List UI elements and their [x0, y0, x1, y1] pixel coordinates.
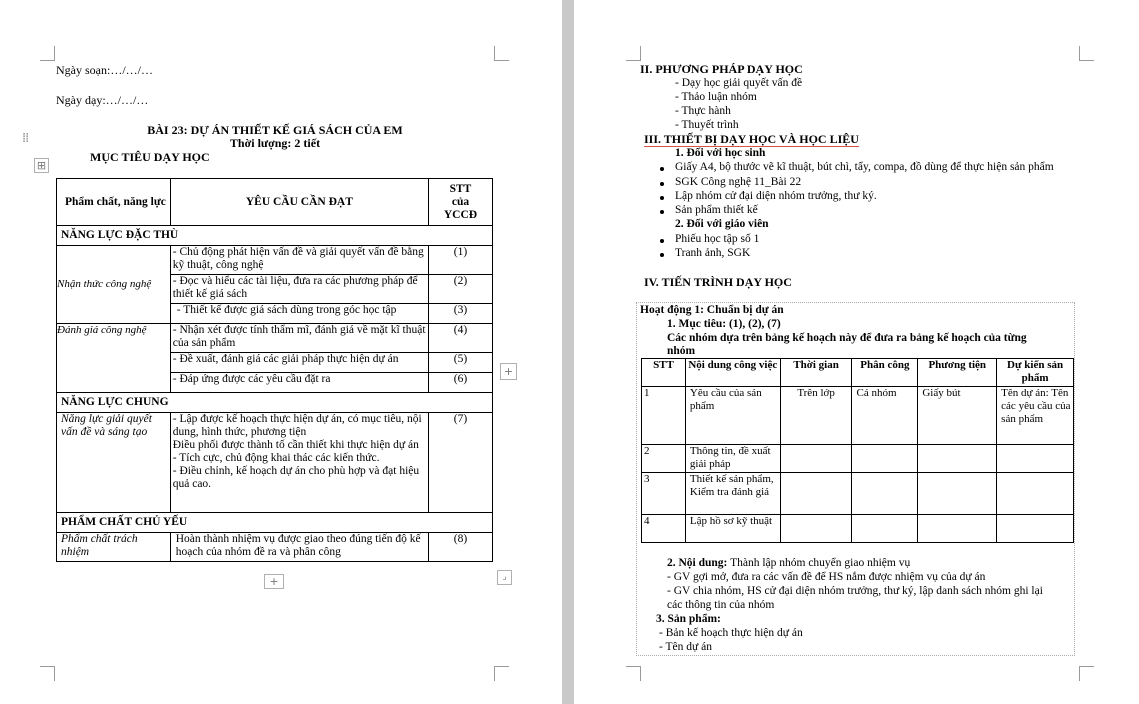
margin-corner: [494, 666, 509, 681]
header-cell: Thời gian: [780, 359, 852, 387]
teachers-heading: 2. Đối với giáo viên: [675, 218, 769, 230]
category-cell: Phẩm chất trách nhiệm: [57, 533, 171, 562]
cell: Tên dự án: Tên các yêu cầu của sản phẩm: [997, 387, 1074, 445]
cell: [997, 445, 1074, 473]
requirement-cell: - Đáp ứng được các yêu cầu đặt ra: [170, 373, 428, 393]
cell: [852, 445, 918, 473]
method-item: - Dạy học giải quyết vấn đề: [675, 77, 803, 89]
number-cell: (1): [428, 246, 492, 275]
bullet: [660, 167, 664, 171]
requirement-cell: - Đọc và hiểu các tài liệu, đưa ra các phương pháp để thiết kế giá sách: [170, 275, 428, 304]
content-line: [667, 557, 910, 570]
header-cell: Dự kiến sản phẩm: [997, 359, 1074, 387]
requirement-cell: - Thiết kế được giá sách dùng trong góc học tập: [170, 304, 428, 324]
product-item: - Bản kế hoạch thực hiện dự án: [659, 627, 803, 639]
margin-corner: [1079, 666, 1094, 681]
section-3-title: III. THIẾT BỊ DẠY HỌC VÀ HỌC LIỆU: [644, 132, 859, 146]
margin-corner: [40, 46, 55, 61]
category-cell: Năng lực giải quyết vấn đề và sáng tạo: [57, 413, 171, 513]
section-row: NĂNG LỰC CHUNG: [57, 393, 493, 413]
cell: [918, 515, 997, 543]
cell: [918, 473, 997, 515]
requirement-line: - Lập được kế hoạch thực hiện dự án, có mục tiêu, nội dung, hình thức, phương tiện: [172, 413, 422, 438]
objectives-table: [56, 178, 493, 562]
cell: Lập hồ sơ kỹ thuật: [685, 515, 780, 543]
student-item: Lập nhóm cử đại diện nhóm trưởng, thư ký.: [675, 190, 877, 202]
section-2-heading: II. PHƯƠNG PHÁP DẠY HỌC: [640, 62, 803, 76]
method-item: - Thực hành: [675, 105, 731, 117]
requirement-cell: - Nhận xét được tính thẩm mĩ, đánh giá về mặt kĩ thuật của sản phẩm: [170, 324, 428, 353]
requirement-line: Điều phối được thành tố cần thiết khi thực hiện dự án: [172, 439, 419, 451]
requirement-line: - Điều chỉnh, kế hoạch dự án cho phù hợp và đạt hiệu quả cao.: [172, 465, 420, 490]
margin-corner: [494, 46, 509, 61]
content-item: các thông tin của nhóm: [667, 599, 775, 611]
add-column-icon[interactable]: +: [500, 363, 517, 380]
header-cell: Phân công: [852, 359, 918, 387]
margin-corner: [1079, 46, 1094, 61]
requirement-line: - Tích cực, chủ động khai thác các kiến thức.: [172, 452, 380, 464]
cell: [997, 515, 1074, 543]
activity-desc: Các nhóm dựa trên bảng kế hoạch này để đưa ra bảng kế hoạch của từng: [667, 332, 1027, 344]
teacher-item: Phiếu học tập số 1: [675, 233, 760, 245]
number-cell: (5): [428, 353, 492, 373]
table-select-icon[interactable]: ⊞: [34, 158, 49, 173]
objective-line: 1. Mục tiêu: (1), (2), (7): [667, 318, 781, 330]
section-row: PHẨM CHẤT CHỦ YẾU: [57, 513, 493, 533]
cell: [852, 473, 918, 515]
cell: 4: [642, 515, 686, 543]
activity-desc: nhóm: [667, 345, 696, 357]
page-gap: [562, 0, 574, 704]
bullet: [660, 239, 664, 243]
ngay-soan: Ngày soạn:…/…/…: [56, 63, 153, 77]
table-resize-icon[interactable]: ⌟: [497, 570, 512, 585]
bullet: [660, 182, 664, 186]
drag-handle-icon[interactable]: ⁞⁞: [22, 131, 29, 146]
number-cell: (4): [428, 324, 492, 353]
margin-corner: [40, 666, 55, 681]
category-cell: Nhận thức công nghệ: [57, 246, 171, 324]
cell: Cá nhóm: [852, 387, 918, 445]
activity-1-title: Hoạt động 1: Chuẩn bị dự án: [640, 304, 784, 316]
document-page-1: [0, 0, 562, 704]
requirement-cell: Hoàn thành nhiệm vụ được giao theo đúng tiến độ kế hoạch của nhóm đề ra và phân công: [170, 533, 428, 562]
cell: [852, 515, 918, 543]
number-cell: (3): [428, 304, 492, 324]
content-item: - GV chia nhóm, HS cử đại diện nhóm trưởng, thư ký, lập danh sách nhóm ghi lại: [667, 585, 1043, 597]
section-3-heading: [644, 132, 859, 146]
ngay-day: Ngày dạy:…/…/…: [56, 93, 149, 107]
cell: Yêu cầu của sản phẩm: [685, 387, 780, 445]
section-row: NĂNG LỰC ĐẶC THÙ: [57, 226, 493, 246]
add-row-icon[interactable]: +: [264, 574, 284, 589]
lesson-duration: Thời lượng: 2 tiết: [229, 136, 321, 150]
cell: [780, 515, 852, 543]
header-cell: STT của YCCĐ: [428, 179, 492, 226]
number-cell: (2): [428, 275, 492, 304]
method-item: - Thảo luận nhóm: [675, 91, 757, 103]
bullet: [660, 210, 664, 214]
cell: 2: [642, 445, 686, 473]
content-item: - GV gợi mở, đưa ra các vấn đề để HS nắm được nhiệm vụ của dự án: [667, 571, 986, 583]
student-item: SGK Công nghệ 11_Bài 22: [675, 176, 802, 188]
method-item: - Thuyết trình: [675, 119, 739, 131]
bullet: [660, 253, 664, 257]
cell: Giấy bút: [918, 387, 997, 445]
section-4-heading: IV. TIẾN TRÌNH DẠY HỌC: [644, 275, 792, 289]
lesson-title: BÀI 23: DỰ ÁN THIẾT KẾ GIÁ SÁCH CỦA EM: [147, 123, 403, 137]
cell: 3: [642, 473, 686, 515]
cell: Trên lớp: [780, 387, 852, 445]
product-heading: 3. Sản phẩm:: [656, 613, 721, 625]
number-cell: (7): [428, 413, 492, 513]
cell: Thông tin, đề xuất giải pháp: [685, 445, 780, 473]
requirement-cell: [170, 413, 428, 513]
header-cell: Phương tiện: [918, 359, 997, 387]
header-cell: YÊU CẦU CẦN ĐẠT: [170, 179, 428, 226]
margin-corner: [626, 666, 641, 681]
category-cell: Đánh giá công nghệ: [57, 324, 171, 393]
cell: [918, 445, 997, 473]
margin-corner: [626, 46, 641, 61]
student-item: Sản phẩm thiết kế: [675, 204, 758, 216]
product-item: - Tên dự án: [659, 641, 712, 653]
requirement-cell: - Chủ động phát hiện vấn đề và giải quyết vấn đề bằng kỹ thuật, công nghệ: [170, 246, 428, 275]
plan-table: [641, 358, 1074, 543]
content-text: Thành lập nhóm chuyển giao nhiệm vụ: [727, 557, 911, 569]
header-cell: Nội dung công việc: [685, 359, 780, 387]
cell: 1: [642, 387, 686, 445]
teacher-item: Tranh ảnh, SGK: [675, 247, 751, 259]
header-cell: Phẩm chất, năng lực: [57, 179, 171, 226]
content-label: 2. Nội dung:: [667, 557, 728, 569]
cell: [997, 473, 1074, 515]
number-cell: (8): [428, 533, 492, 562]
objectives-heading: MỤC TIÊU DẠY HỌC: [90, 150, 210, 164]
cell: [780, 445, 852, 473]
students-heading: 1. Đối với học sinh: [675, 147, 766, 159]
cell: [780, 473, 852, 515]
header-cell: STT: [642, 359, 686, 387]
student-item: Giấy A4, bộ thước vẽ kĩ thuật, bút chì, tẩy, compa, đồ dùng để thực hiện sản phẩm: [675, 161, 1054, 173]
number-cell: (6): [428, 373, 492, 393]
cell: Thiết kế sản phẩm, Kiểm tra đánh giá: [685, 473, 780, 515]
requirement-cell: - Đề xuất, đánh giá các giải pháp thực hiện dự án: [170, 353, 428, 373]
bullet: [660, 196, 664, 200]
